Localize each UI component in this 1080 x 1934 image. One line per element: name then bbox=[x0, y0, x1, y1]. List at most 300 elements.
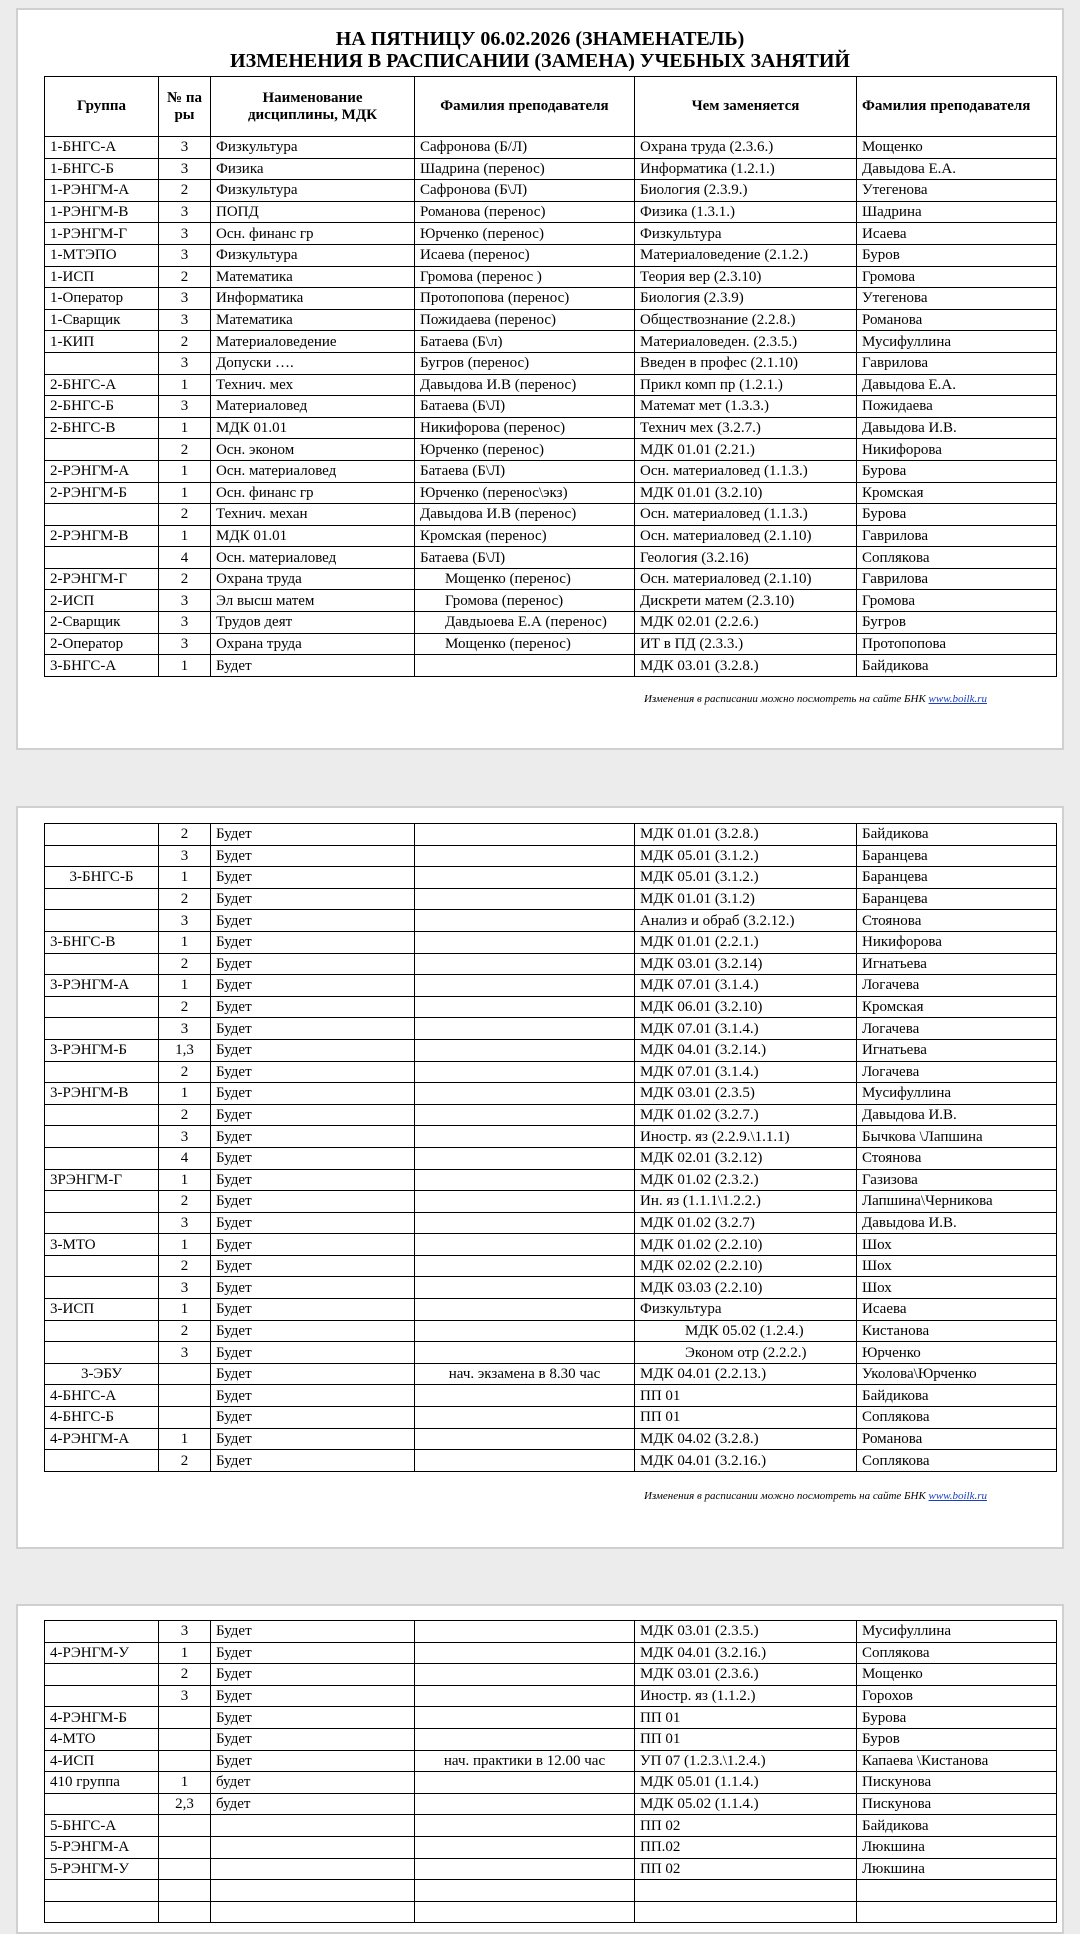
cell-replacement-teacher: Стоянова bbox=[857, 910, 1057, 932]
cell-group bbox=[45, 352, 159, 374]
cell-replacement-teacher: Гаврилова bbox=[857, 352, 1057, 374]
cell-discipline: Математика bbox=[211, 266, 415, 288]
cell-replacement: Дискрети матем (2.3.10) bbox=[635, 590, 857, 612]
cell-discipline: Осн. материаловед bbox=[211, 460, 415, 482]
cell-group: 2-Оператор bbox=[45, 633, 159, 655]
cell-discipline: Физика bbox=[211, 158, 415, 180]
cell-group: 4-БНГС-Б bbox=[45, 1407, 159, 1429]
cell-teacher bbox=[415, 1126, 635, 1148]
cell-replacement: Геология (3.2.16) bbox=[635, 547, 857, 569]
cell-replacement-teacher: Бурова bbox=[857, 504, 1057, 526]
cell-group: 1-КИП bbox=[45, 331, 159, 353]
cell-replacement: МДК 04.01 (3.2.16.) bbox=[635, 1642, 857, 1664]
cell-teacher bbox=[415, 1685, 635, 1707]
cell-teacher bbox=[415, 1104, 635, 1126]
cell-discipline: Будет bbox=[211, 1212, 415, 1234]
cell-replacement: ПП.02 bbox=[635, 1836, 857, 1858]
cell-replacement: Эконом отр (2.2.2.) bbox=[635, 1342, 857, 1364]
table-row bbox=[45, 1104, 1057, 1126]
cell-group: 1-Оператор bbox=[45, 288, 159, 310]
cell-teacher bbox=[415, 1880, 635, 1902]
cell-pair: 1 bbox=[159, 975, 211, 997]
cell-replacement: МДК 04.01 (3.2.16.) bbox=[635, 1450, 857, 1472]
cell-discipline bbox=[211, 1815, 415, 1837]
cell-replacement: МДК 03.01 (2.3.5.) bbox=[635, 1621, 857, 1643]
table-header-row bbox=[45, 77, 1057, 137]
cell-replacement-teacher: Буров bbox=[857, 244, 1057, 266]
table-row bbox=[45, 996, 1057, 1018]
cell-replacement-teacher: Никифорова bbox=[857, 439, 1057, 461]
cell-pair: 1 bbox=[159, 460, 211, 482]
cell-group: 4-РЭНГМ-У bbox=[45, 1642, 159, 1664]
table-row bbox=[45, 824, 1057, 846]
cell-group: 2-БНГС-А bbox=[45, 374, 159, 396]
cell-discipline: Технич. мех bbox=[211, 374, 415, 396]
cell-pair: 2 bbox=[159, 1255, 211, 1277]
cell-discipline: Будет bbox=[211, 910, 415, 932]
cell-group: 3-РЭНГМ-А bbox=[45, 975, 159, 997]
cell-group: 1-РЭНГМ-В bbox=[45, 201, 159, 223]
cell-teacher: Мощенко (перенос) bbox=[415, 568, 635, 590]
cell-replacement-teacher: Протопопова bbox=[857, 633, 1057, 655]
cell-teacher bbox=[415, 1385, 635, 1407]
cell-replacement: Материаловедение (2.1.2.) bbox=[635, 244, 857, 266]
cell-teacher: Бугров (перенос) bbox=[415, 352, 635, 374]
site-link[interactable]: www.boilk.ru bbox=[928, 1490, 987, 1502]
cell-discipline bbox=[211, 1901, 415, 1923]
table-row bbox=[45, 1234, 1057, 1256]
cell-replacement-teacher: Кистанова bbox=[857, 1320, 1057, 1342]
cell-replacement-teacher: Логачева bbox=[857, 1061, 1057, 1083]
cell-teacher: Батаева (Б\Л) bbox=[415, 460, 635, 482]
cell-pair: 1 bbox=[159, 867, 211, 889]
cell-pair: 3 bbox=[159, 590, 211, 612]
cell-discipline: Будет bbox=[211, 1450, 415, 1472]
cell-replacement: УП 07 (1.2.3.\1.2.4.) bbox=[635, 1750, 857, 1772]
cell-teacher bbox=[415, 1018, 635, 1040]
table-row bbox=[45, 158, 1057, 180]
cell-teacher bbox=[415, 1061, 635, 1083]
cell-discipline bbox=[211, 1858, 415, 1880]
cell-teacher bbox=[415, 1428, 635, 1450]
cell-replacement-teacher: Стоянова bbox=[857, 1147, 1057, 1169]
header-group: Группа bbox=[45, 77, 159, 137]
cell-discipline: Осн. эконом bbox=[211, 439, 415, 461]
cell-discipline: Будет bbox=[211, 867, 415, 889]
site-note-text: Изменения в расписании можно посмотреть на сайте БНК bbox=[643, 693, 929, 705]
cell-discipline: Физкультура bbox=[211, 244, 415, 266]
cell-pair: 3 bbox=[159, 352, 211, 374]
cell-replacement-teacher: Байдикова bbox=[857, 1815, 1057, 1837]
schedule-table-1 bbox=[44, 76, 1057, 677]
table-row bbox=[45, 137, 1057, 159]
cell-group bbox=[45, 1277, 159, 1299]
cell-replacement: МДК 04.02 (3.2.8.) bbox=[635, 1428, 857, 1450]
cell-group bbox=[45, 1104, 159, 1126]
table-row bbox=[45, 180, 1057, 202]
cell-group: 3-РЭНГМ-В bbox=[45, 1083, 159, 1105]
cell-group: 3-ЭБУ bbox=[45, 1363, 159, 1385]
cell-pair: 2,3 bbox=[159, 1793, 211, 1815]
site-link[interactable]: www.boilk.ru bbox=[928, 693, 987, 705]
cell-replacement-teacher: Пожидаева bbox=[857, 396, 1057, 418]
cell-discipline: Будет bbox=[211, 1385, 415, 1407]
cell-replacement-teacher: Лапшина\Черникова bbox=[857, 1191, 1057, 1213]
cell-pair: 1 bbox=[159, 374, 211, 396]
cell-group: 2-РЭНГМ-А bbox=[45, 460, 159, 482]
table-row bbox=[45, 1428, 1057, 1450]
table-row bbox=[45, 612, 1057, 634]
cell-pair: 1 bbox=[159, 417, 211, 439]
table-row bbox=[45, 633, 1057, 655]
cell-discipline: Будет bbox=[211, 1320, 415, 1342]
cell-group bbox=[45, 1450, 159, 1472]
cell-replacement: МДК 05.01 (3.1.2.) bbox=[635, 867, 857, 889]
cell-group: 5-РЭНГМ-А bbox=[45, 1836, 159, 1858]
cell-pair: 2 bbox=[159, 824, 211, 846]
cell-group: 2-ИСП bbox=[45, 590, 159, 612]
cell-pair bbox=[159, 1880, 211, 1902]
cell-discipline bbox=[211, 1880, 415, 1902]
cell-teacher: Громова (перенос ) bbox=[415, 266, 635, 288]
cell-pair: 3 bbox=[159, 137, 211, 159]
cell-teacher bbox=[415, 1277, 635, 1299]
cell-teacher bbox=[415, 1858, 635, 1880]
cell-replacement: Биология (2.3.9.) bbox=[635, 180, 857, 202]
cell-replacement: Технич мех (3.2.7.) bbox=[635, 417, 857, 439]
cell-replacement-teacher: Бугров bbox=[857, 612, 1057, 634]
cell-replacement-teacher: Исаева bbox=[857, 223, 1057, 245]
cell-replacement: МДК 06.01 (3.2.10) bbox=[635, 996, 857, 1018]
cell-replacement: МДК 03.03 (2.2.10) bbox=[635, 1277, 857, 1299]
cell-teacher bbox=[415, 1815, 635, 1837]
table-row bbox=[45, 1363, 1057, 1385]
cell-replacement-teacher: Мощенко bbox=[857, 1664, 1057, 1686]
table-row bbox=[45, 266, 1057, 288]
table-row bbox=[45, 1685, 1057, 1707]
cell-pair: 1 bbox=[159, 1642, 211, 1664]
cell-replacement: Обществознание (2.2.8.) bbox=[635, 309, 857, 331]
cell-discipline: будет bbox=[211, 1772, 415, 1794]
cell-teacher bbox=[415, 996, 635, 1018]
cell-pair: 1 bbox=[159, 1299, 211, 1321]
cell-discipline: Физкультура bbox=[211, 137, 415, 159]
cell-discipline bbox=[211, 1836, 415, 1858]
cell-replacement-teacher: Утегенова bbox=[857, 180, 1057, 202]
cell-group: 3РЭНГМ-Г bbox=[45, 1169, 159, 1191]
cell-replacement-teacher: Бурова bbox=[857, 1707, 1057, 1729]
cell-group: 1-ИСП bbox=[45, 266, 159, 288]
cell-replacement-teacher: Исаева bbox=[857, 1299, 1057, 1321]
cell-group bbox=[45, 1212, 159, 1234]
cell-pair bbox=[159, 1836, 211, 1858]
cell-replacement: МДК 07.01 (3.1.4.) bbox=[635, 1061, 857, 1083]
cell-replacement: МДК 02.01 (2.2.6.) bbox=[635, 612, 857, 634]
cell-group bbox=[45, 1320, 159, 1342]
cell-teacher bbox=[415, 1664, 635, 1686]
cell-discipline: Будет bbox=[211, 845, 415, 867]
cell-replacement-teacher: Громова bbox=[857, 266, 1057, 288]
table-row bbox=[45, 223, 1057, 245]
table-row bbox=[45, 396, 1057, 418]
cell-pair: 3 bbox=[159, 1018, 211, 1040]
table-row bbox=[45, 1191, 1057, 1213]
cell-group: 4-МТО bbox=[45, 1728, 159, 1750]
table-row bbox=[45, 1407, 1057, 1429]
cell-discipline: Будет bbox=[211, 1707, 415, 1729]
cell-replacement: Теория вер (2.3.10) bbox=[635, 266, 857, 288]
cell-pair: 2 bbox=[159, 1191, 211, 1213]
cell-replacement-teacher: Шох bbox=[857, 1277, 1057, 1299]
cell-replacement: ИТ в ПД (2.3.3.) bbox=[635, 633, 857, 655]
cell-pair: 2 bbox=[159, 568, 211, 590]
cell-replacement: МДК 01.02 (3.2.7.) bbox=[635, 1104, 857, 1126]
cell-pair bbox=[159, 1858, 211, 1880]
schedule-table-3 bbox=[44, 1620, 1057, 1923]
table-row bbox=[45, 1212, 1057, 1234]
table-row bbox=[45, 568, 1057, 590]
page-1 bbox=[16, 8, 1064, 750]
table-row bbox=[45, 1750, 1057, 1772]
table-row bbox=[45, 1083, 1057, 1105]
cell-replacement-teacher: Люкшина bbox=[857, 1858, 1057, 1880]
cell-group: 3-МТО bbox=[45, 1234, 159, 1256]
page-title-date: НА ПЯТНИЦУ 06.02.2026 (ЗНАМЕНАТЕЛЬ) bbox=[335, 28, 745, 50]
cell-group: 5-БНГС-А bbox=[45, 1815, 159, 1837]
cell-pair: 1 bbox=[159, 1772, 211, 1794]
site-note bbox=[644, 693, 987, 705]
cell-pair bbox=[159, 1728, 211, 1750]
cell-replacement-teacher: Игнатьева bbox=[857, 953, 1057, 975]
cell-group bbox=[45, 953, 159, 975]
header-teacher-2: Фамилия преподавателя bbox=[857, 77, 1057, 137]
cell-replacement: МДК 02.02 (2.2.10) bbox=[635, 1255, 857, 1277]
table-row bbox=[45, 309, 1057, 331]
cell-group: 2-БНГС-Б bbox=[45, 396, 159, 418]
cell-group: 1-РЭНГМ-Г bbox=[45, 223, 159, 245]
cell-replacement-teacher: Соплякова bbox=[857, 1407, 1057, 1429]
cell-discipline: Будет bbox=[211, 1147, 415, 1169]
table-row bbox=[45, 1793, 1057, 1815]
cell-replacement-teacher: Уколова\Юрченко bbox=[857, 1363, 1057, 1385]
site-note-text: Изменения в расписании можно посмотреть на сайте БНК bbox=[643, 1490, 929, 1502]
cell-teacher bbox=[415, 975, 635, 997]
cell-replacement: Анализ и обраб (3.2.12.) bbox=[635, 910, 857, 932]
cell-replacement-teacher: Игнатьева bbox=[857, 1039, 1057, 1061]
cell-replacement-teacher: Байдикова bbox=[857, 655, 1057, 677]
cell-replacement-teacher bbox=[857, 1901, 1057, 1923]
cell-group bbox=[45, 439, 159, 461]
site-note bbox=[644, 1490, 987, 1502]
cell-pair: 2 bbox=[159, 504, 211, 526]
table-row bbox=[45, 1772, 1057, 1794]
table-row bbox=[45, 1450, 1057, 1472]
cell-replacement-teacher: Бурова bbox=[857, 460, 1057, 482]
cell-replacement: МДК 01.02 (2.2.10) bbox=[635, 1234, 857, 1256]
cell-replacement: МДК 01.01 (3.2.10) bbox=[635, 482, 857, 504]
cell-group bbox=[45, 1147, 159, 1169]
cell-replacement-teacher: Давыдова Е.А. bbox=[857, 158, 1057, 180]
cell-pair bbox=[159, 1407, 211, 1429]
cell-discipline: Материаловед bbox=[211, 396, 415, 418]
cell-pair bbox=[159, 1750, 211, 1772]
cell-pair bbox=[159, 1707, 211, 1729]
cell-pair: 3 bbox=[159, 396, 211, 418]
cell-teacher bbox=[415, 1407, 635, 1429]
table-row bbox=[45, 1018, 1057, 1040]
cell-replacement: ПП 01 bbox=[635, 1407, 857, 1429]
cell-group: 1-РЭНГМ-А bbox=[45, 180, 159, 202]
table-row bbox=[45, 975, 1057, 997]
cell-discipline: Будет bbox=[211, 1126, 415, 1148]
cell-pair bbox=[159, 1901, 211, 1923]
cell-teacher bbox=[415, 931, 635, 953]
table-row bbox=[45, 1815, 1057, 1837]
cell-replacement-teacher: Никифорова bbox=[857, 931, 1057, 953]
cell-replacement: МДК 01.01 (3.2.8.) bbox=[635, 824, 857, 846]
cell-group: 3-БНГС-А bbox=[45, 655, 159, 677]
table-row bbox=[45, 1320, 1057, 1342]
cell-replacement: Введен в профес (2.1.10) bbox=[635, 352, 857, 374]
cell-replacement-teacher: Романова bbox=[857, 309, 1057, 331]
cell-replacement-teacher: Громова bbox=[857, 590, 1057, 612]
cell-teacher bbox=[415, 1450, 635, 1472]
cell-pair: 2 bbox=[159, 439, 211, 461]
cell-group bbox=[45, 1191, 159, 1213]
cell-group bbox=[45, 1342, 159, 1364]
table-row bbox=[45, 374, 1057, 396]
cell-replacement-teacher: Баранцева bbox=[857, 845, 1057, 867]
cell-discipline: Будет bbox=[211, 1169, 415, 1191]
cell-teacher: Пожидаева (перенос) bbox=[415, 309, 635, 331]
table-row bbox=[45, 1836, 1057, 1858]
cell-replacement: МДК 07.01 (3.1.4.) bbox=[635, 975, 857, 997]
cell-pair: 1 bbox=[159, 1234, 211, 1256]
cell-replacement-teacher: Шох bbox=[857, 1234, 1057, 1256]
cell-pair: 2 bbox=[159, 1320, 211, 1342]
cell-discipline: Технич. механ bbox=[211, 504, 415, 526]
cell-pair: 1 bbox=[159, 1169, 211, 1191]
cell-teacher bbox=[415, 1212, 635, 1234]
table-row bbox=[45, 867, 1057, 889]
cell-replacement: МДК 05.02 (1.1.4.) bbox=[635, 1793, 857, 1815]
cell-replacement-teacher: Утегенова bbox=[857, 288, 1057, 310]
cell-discipline: Будет bbox=[211, 1664, 415, 1686]
cell-discipline: Охрана труда bbox=[211, 568, 415, 590]
cell-replacement bbox=[635, 1901, 857, 1923]
cell-discipline: Будет bbox=[211, 1685, 415, 1707]
cell-replacement: Ин. яз (1.1.1\1.2.2.) bbox=[635, 1191, 857, 1213]
table-row bbox=[45, 201, 1057, 223]
table-row bbox=[45, 655, 1057, 677]
cell-discipline: Будет bbox=[211, 996, 415, 1018]
cell-teacher: Юрченко (перенос) bbox=[415, 439, 635, 461]
table-row bbox=[45, 1147, 1057, 1169]
cell-pair bbox=[159, 1363, 211, 1385]
cell-discipline: Будет bbox=[211, 824, 415, 846]
cell-pair: 3 bbox=[159, 309, 211, 331]
cell-group bbox=[45, 996, 159, 1018]
cell-group bbox=[45, 1255, 159, 1277]
cell-pair: 3 bbox=[159, 1685, 211, 1707]
table-row bbox=[45, 888, 1057, 910]
cell-pair: 3 bbox=[159, 845, 211, 867]
cell-pair: 1,3 bbox=[159, 1039, 211, 1061]
cell-replacement-teacher: Давыдова Е.А. bbox=[857, 374, 1057, 396]
cell-teacher bbox=[415, 1707, 635, 1729]
cell-pair: 3 bbox=[159, 612, 211, 634]
cell-pair: 1 bbox=[159, 1428, 211, 1450]
cell-replacement: Осн. материаловед (1.1.3.) bbox=[635, 504, 857, 526]
cell-replacement: МДК 05.01 (3.1.2.) bbox=[635, 845, 857, 867]
cell-replacement: Биология (2.3.9) bbox=[635, 288, 857, 310]
cell-replacement: Иностр. яз (2.2.9.\1.1.1) bbox=[635, 1126, 857, 1148]
table-row bbox=[45, 525, 1057, 547]
cell-teacher bbox=[415, 1039, 635, 1061]
cell-replacement: ПП 02 bbox=[635, 1858, 857, 1880]
cell-pair: 2 bbox=[159, 1104, 211, 1126]
cell-discipline: Будет bbox=[211, 1191, 415, 1213]
cell-replacement: МДК 02.01 (3.2.12) bbox=[635, 1147, 857, 1169]
cell-replacement: МДК 05.01 (1.1.4.) bbox=[635, 1772, 857, 1794]
cell-group: 4-РЭНГМ-А bbox=[45, 1428, 159, 1450]
table-row bbox=[45, 1858, 1057, 1880]
cell-replacement bbox=[635, 1880, 857, 1902]
table-row bbox=[45, 931, 1057, 953]
cell-pair: 3 bbox=[159, 633, 211, 655]
cell-pair bbox=[159, 1385, 211, 1407]
cell-replacement-teacher: Шадрина bbox=[857, 201, 1057, 223]
cell-pair: 3 bbox=[159, 223, 211, 245]
table-row bbox=[45, 1707, 1057, 1729]
table-row bbox=[45, 1061, 1057, 1083]
cell-pair: 2 bbox=[159, 1664, 211, 1686]
header-replacement: Чем заменяется bbox=[635, 77, 857, 137]
cell-teacher: Громова (перенос) bbox=[415, 590, 635, 612]
cell-replacement: МДК 07.01 (3.1.4.) bbox=[635, 1018, 857, 1040]
cell-teacher bbox=[415, 1255, 635, 1277]
table-row bbox=[45, 1039, 1057, 1061]
cell-pair: 3 bbox=[159, 158, 211, 180]
cell-replacement-teacher: Давыдова И.В. bbox=[857, 417, 1057, 439]
table-row bbox=[45, 845, 1057, 867]
cell-replacement: Иностр. яз (1.1.2.) bbox=[635, 1685, 857, 1707]
cell-group: 410 группа bbox=[45, 1772, 159, 1794]
cell-teacher bbox=[415, 845, 635, 867]
table-row bbox=[45, 1277, 1057, 1299]
cell-teacher: Юрченко (перенос) bbox=[415, 223, 635, 245]
cell-replacement: Осн. материаловед (2.1.10) bbox=[635, 568, 857, 590]
cell-teacher: Давыдова И.В (перенос) bbox=[415, 504, 635, 526]
cell-teacher bbox=[415, 824, 635, 846]
cell-discipline: будет bbox=[211, 1793, 415, 1815]
cell-teacher bbox=[415, 1147, 635, 1169]
cell-teacher: Батаева (Б\Л) bbox=[415, 396, 635, 418]
cell-replacement: МДК 01.02 (2.3.2.) bbox=[635, 1169, 857, 1191]
cell-group bbox=[45, 1901, 159, 1923]
cell-discipline: Информатика bbox=[211, 288, 415, 310]
cell-discipline: Будет bbox=[211, 1363, 415, 1385]
cell-pair: 3 bbox=[159, 1126, 211, 1148]
cell-replacement-teacher: Байдикова bbox=[857, 824, 1057, 846]
cell-replacement: Прикл комп пр (1.2.1.) bbox=[635, 374, 857, 396]
cell-group bbox=[45, 1664, 159, 1686]
cell-teacher bbox=[415, 1836, 635, 1858]
cell-teacher bbox=[415, 1642, 635, 1664]
cell-discipline: Будет bbox=[211, 1428, 415, 1450]
cell-discipline: Будет bbox=[211, 1728, 415, 1750]
cell-replacement: ПП 01 bbox=[635, 1728, 857, 1750]
